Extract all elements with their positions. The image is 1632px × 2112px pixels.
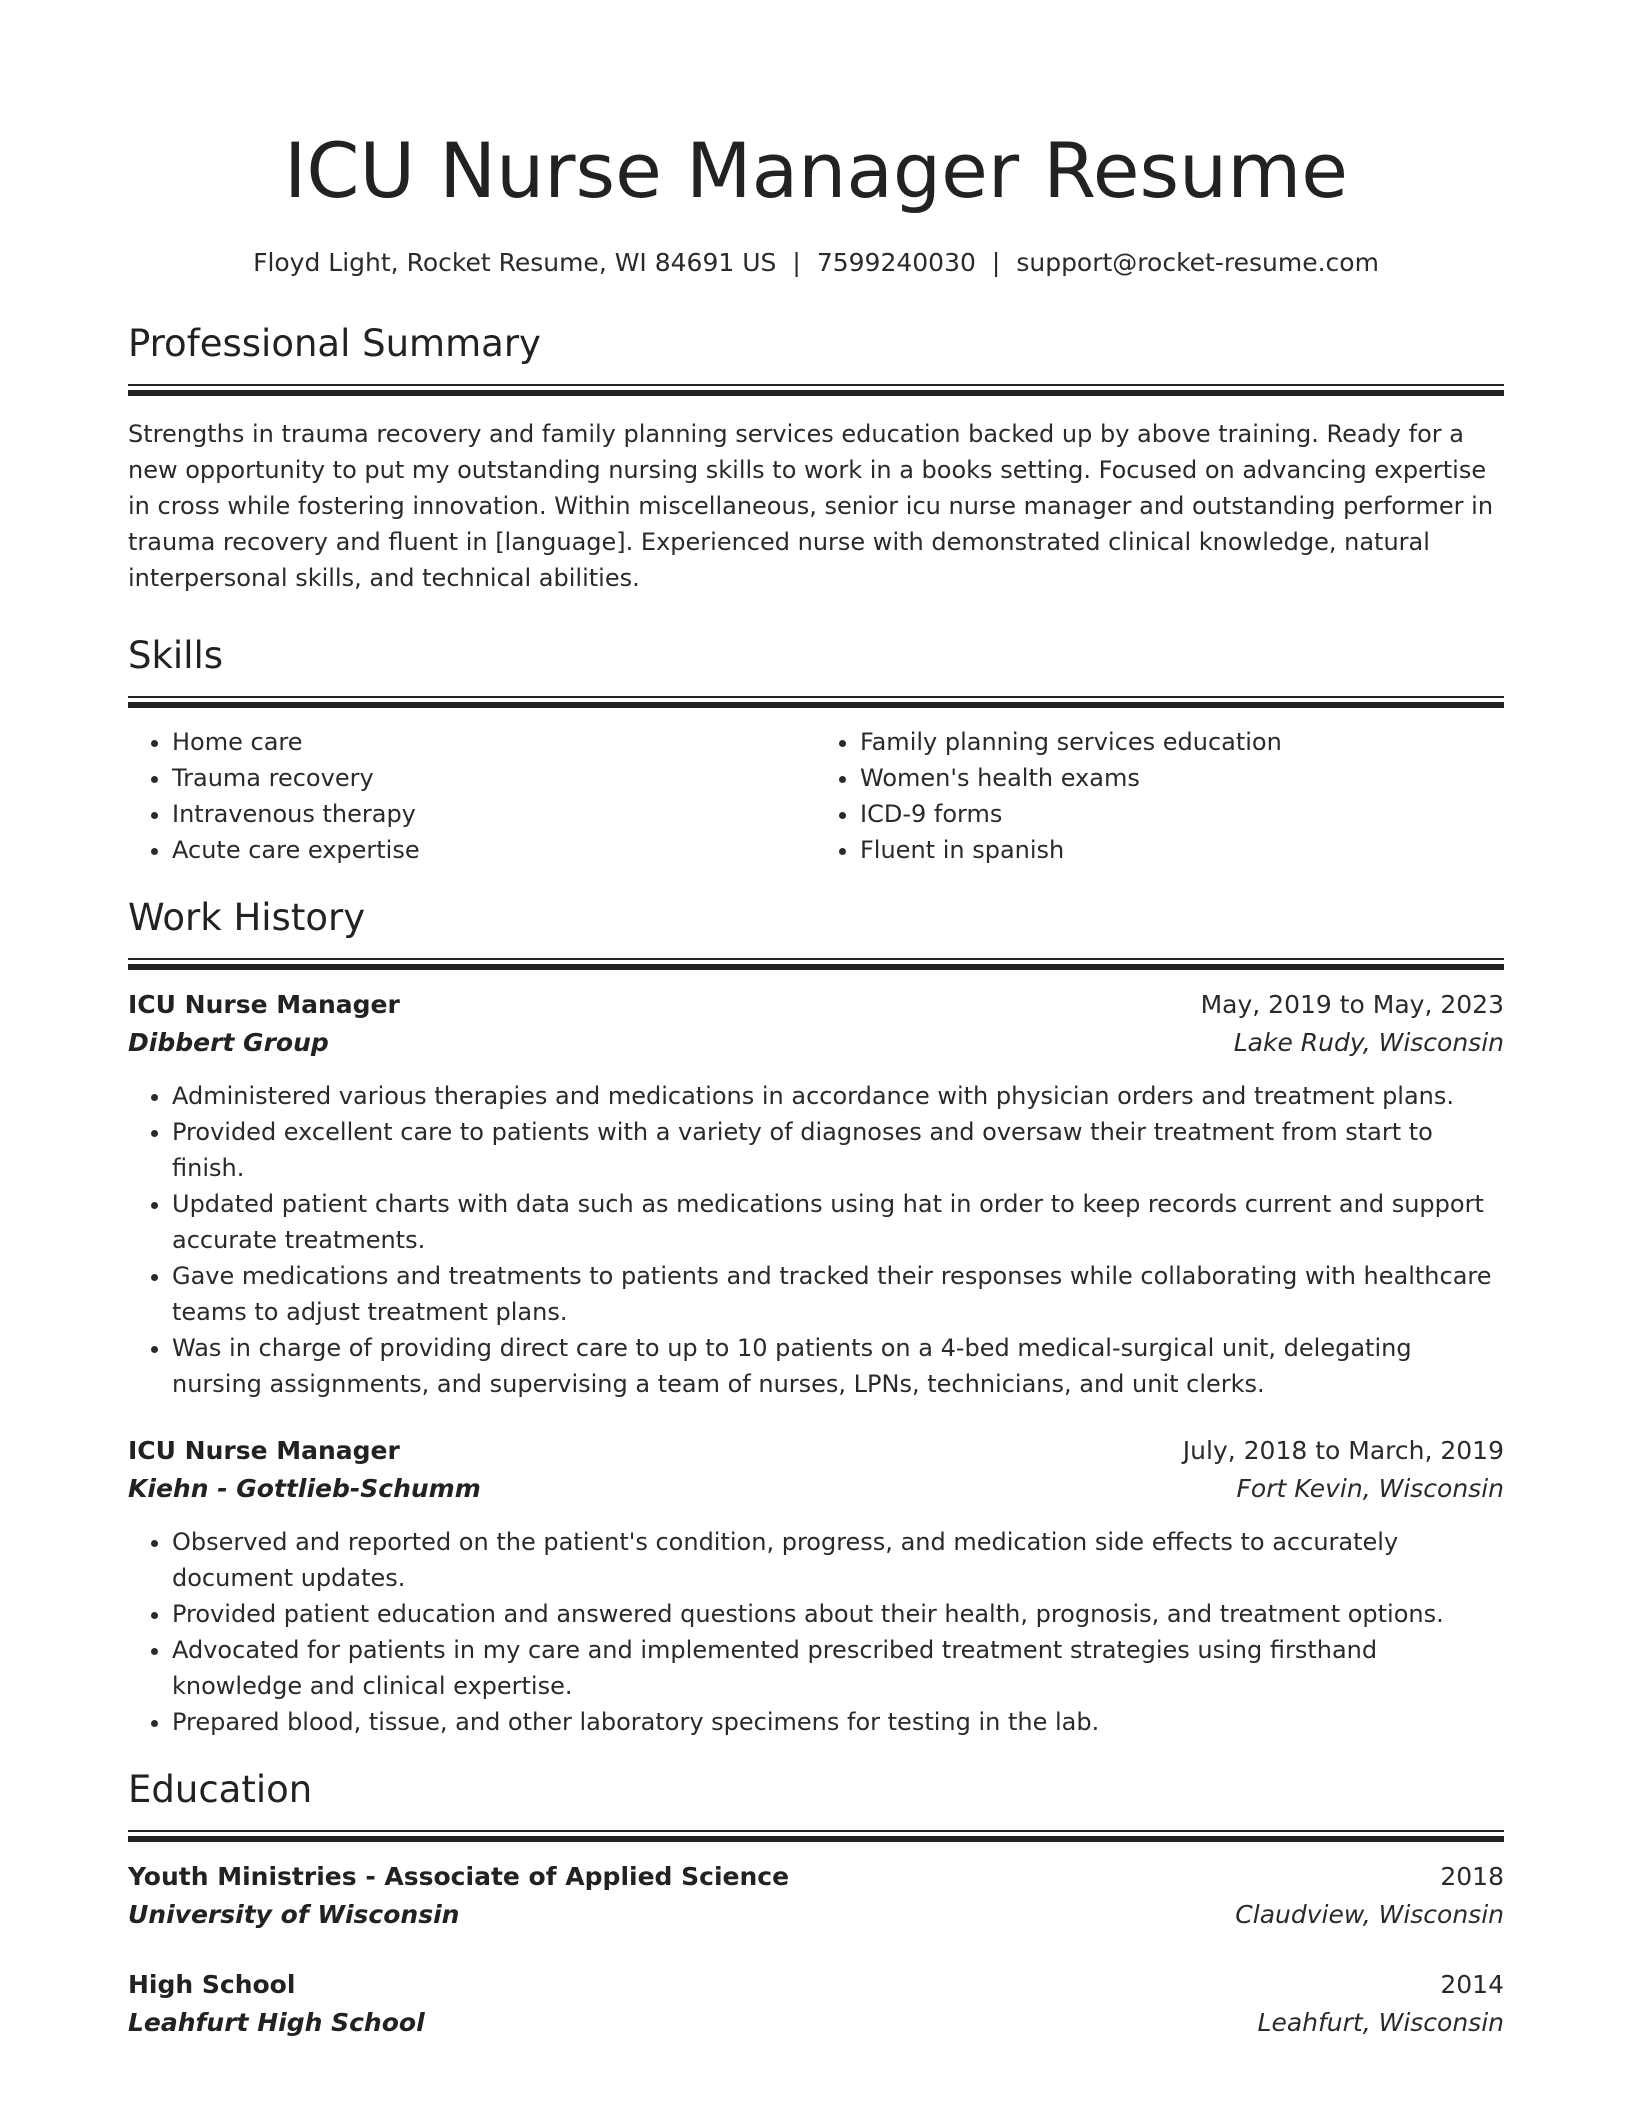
skills-list-right (816, 724, 1504, 868)
skill-item: • Fluent in spanish (860, 832, 1504, 868)
skill-item: • Family planning services education (860, 724, 1504, 760)
job-company: Kiehn - Gottlieb-Schumm (128, 1474, 481, 1503)
skill-item: • ICD-9 forms (860, 796, 1504, 832)
work-history-section (128, 894, 1504, 1740)
education-entry (128, 1966, 1504, 2042)
section-divider (128, 696, 1504, 706)
education-section (128, 1766, 1504, 2042)
skill-item: • Women's health exams (860, 760, 1504, 796)
job-bullet: • Was in charge of providing direct care to up to 10 patients on a 4-bed medical-surgical unit, delegating nursing assignments, and supervising a team of nurses, LPNs, technicians, and unit clerks. (172, 1330, 1504, 1402)
job-bullets (128, 1524, 1504, 1740)
section-divider (128, 384, 1504, 394)
section-divider (128, 1830, 1504, 1840)
job-bullet: • Advocated for patients in my care and implemented prescribed treatment strategies using firsthand knowledge and clinical expertise. (172, 1632, 1504, 1704)
job-location: Fort Kevin, Wisconsin (1236, 1474, 1504, 1503)
job-location: Lake Rudy, Wisconsin (1233, 1028, 1504, 1057)
job-entry (128, 986, 1504, 1402)
education-year: 2018 (1440, 1862, 1504, 1891)
job-bullet: • Provided excellent care to patients with a variety of diagnoses and oversaw their treatment from start to finish. (172, 1114, 1504, 1186)
job-bullet: • Updated patient charts with data such as medications using hat in order to keep records current and support accurate treatments. (172, 1186, 1504, 1258)
summary-text: Strengths in trauma recovery and family planning services education backed up by above training. Ready for a new opportunity to put my outstanding nursing skills to work in a books setting. Focused on advancing expertise in cross while fostering innovation. Within miscellaneous, senior icu nurse manager and outstanding performer in trauma recovery and fluent in [language]. Experienced nurse with demonstrated clinical knowledge, natural interpersonal skills, and technical abilities. (128, 420, 1494, 592)
summary-heading: Professional Summary (128, 322, 541, 365)
skills-columns (128, 724, 1504, 868)
job-bullet: • Gave medications and treatments to patients and tracked their responses while collaborating with healthcare teams to adjust treatment plans. (172, 1258, 1504, 1330)
education-location: Claudview, Wisconsin (1235, 1900, 1504, 1929)
skills-heading: Skills (128, 634, 224, 677)
job-entry (128, 1432, 1504, 1740)
contact-separator: | (991, 248, 1001, 277)
contact-separator: | (792, 248, 801, 277)
education-year: 2014 (1440, 1970, 1504, 1999)
resume-title: ICU Nurse Manager Resume (283, 126, 1349, 215)
skill-item: • Acute care expertise (172, 832, 816, 868)
job-dates: May, 2019 to May, 2023 (1200, 990, 1504, 1019)
skill-item: • Trauma recovery (172, 760, 816, 796)
contact-email: support@rocket-resume.com (1016, 248, 1379, 277)
contact-phone: 7599240030 (816, 248, 976, 277)
education-degree: High School (128, 1970, 296, 1999)
contact-line (128, 246, 1504, 280)
education-degree: Youth Ministries - Associate of Applied Science (128, 1862, 790, 1891)
job-title: ICU Nurse Manager (128, 1436, 400, 1465)
skills-list-left (128, 724, 816, 868)
education-heading: Education (128, 1768, 313, 1811)
work-history-heading: Work History (128, 896, 366, 939)
job-bullet: • Observed and reported on the patient's condition, progress, and medication side effects to accurately document updates. (172, 1524, 1504, 1596)
job-bullet: • Provided patient education and answered questions about their health, prognosis, and treatment options. (172, 1596, 1504, 1632)
job-company: Dibbert Group (128, 1028, 329, 1057)
section-divider (128, 958, 1504, 968)
job-bullet: • Prepared blood, tissue, and other laboratory specimens for testing in the lab. (172, 1704, 1504, 1740)
education-location: Leahfurt, Wisconsin (1257, 2008, 1504, 2037)
skills-section (128, 632, 1504, 868)
summary-section (128, 320, 1504, 596)
job-title: ICU Nurse Manager (128, 990, 400, 1019)
job-bullet: • Administered various therapies and medications in accordance with physician orders and treatment plans. (172, 1078, 1504, 1114)
contact-address: Floyd Light, Rocket Resume, WI 84691 US (253, 248, 777, 277)
education-school: Leahfurt High School (128, 2008, 425, 2037)
job-bullets (128, 1078, 1504, 1402)
skill-item: • Intravenous therapy (172, 796, 816, 832)
education-entry (128, 1858, 1504, 1934)
job-dates: July, 2018 to March, 2019 (1182, 1436, 1504, 1465)
education-school: University of Wisconsin (128, 1900, 460, 1929)
skill-item: • Home care (172, 724, 816, 760)
